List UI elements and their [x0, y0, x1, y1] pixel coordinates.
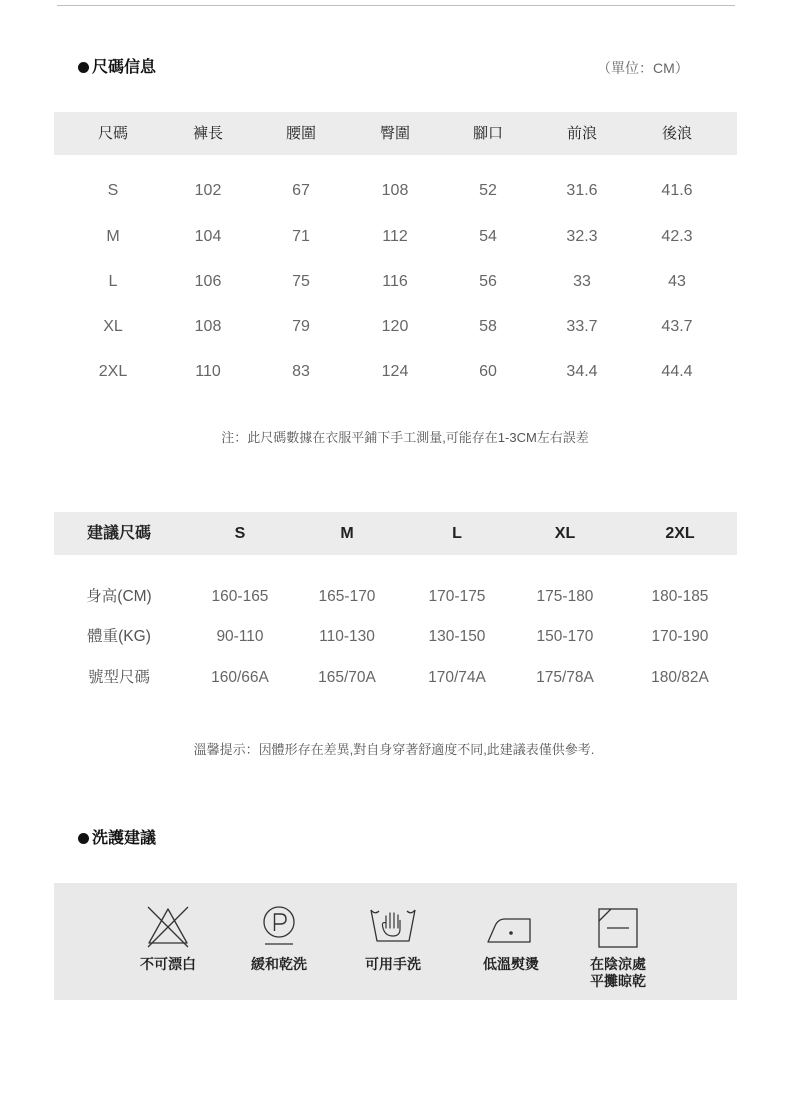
recommend-table-row — [54, 622, 737, 652]
size-table-cell: 34.4 — [566, 363, 598, 380]
care-item-low-temp-iron — [456, 883, 566, 1000]
size-table-cell: 41.6 — [661, 182, 693, 199]
recommend-table-header — [54, 512, 737, 555]
care-label: 緩和乾洗 — [251, 956, 307, 972]
size-table-row — [54, 312, 737, 342]
top-divider — [57, 5, 735, 6]
size-table-cell: 71 — [292, 228, 310, 245]
size-table-cell: 31.6 — [566, 182, 598, 199]
care-label-line2: 平攤晾乾 — [590, 973, 646, 989]
bullet-icon — [78, 833, 89, 844]
measurement-note: 注：此尺碼數據在衣服平鋪下手工測量,可能存在1-3CM左右誤差 — [221, 430, 589, 445]
recommend-table-cell: 130-150 — [428, 628, 486, 645]
care-item-gentle-dry-clean — [224, 883, 334, 1000]
recommend-table-header-cell: XL — [554, 525, 576, 542]
size-table-cell: 58 — [479, 318, 497, 335]
hand-wash-icon — [367, 903, 419, 947]
care-label: 不可漂白 — [140, 956, 196, 972]
size-table-cell: 120 — [381, 318, 409, 335]
recommend-table-cell: 165/70A — [318, 669, 376, 686]
care-label: 可用手洗 — [365, 956, 421, 972]
care-item-dry-flat-in-shade — [563, 883, 673, 1000]
recommend-table-cell: 180/82A — [651, 669, 709, 686]
size-table-cell: 108 — [194, 318, 222, 335]
recommend-row-label: 號型尺碼 — [87, 669, 150, 686]
recommend-table-row — [54, 663, 737, 693]
recommend-table-cell: 165-170 — [318, 588, 376, 605]
size-table-header — [54, 112, 737, 155]
care-item-no-bleach — [113, 883, 223, 1000]
size-table-cell: 33.7 — [566, 318, 598, 335]
size-table-row — [54, 357, 737, 387]
size-table-cell: S — [107, 182, 119, 199]
size-table-row — [54, 222, 737, 252]
size-table-row — [54, 267, 737, 297]
size-table-cell: M — [106, 228, 120, 245]
low-temp-iron-icon — [483, 908, 539, 948]
dry-flat-in-shade-icon — [596, 906, 640, 950]
size-table-cell: 104 — [194, 228, 222, 245]
recommend-table-cell: 175-180 — [536, 588, 594, 605]
recommend-table-cell: 170-175 — [428, 588, 486, 605]
size-table-cell: 44.4 — [661, 363, 693, 380]
recommend-row-label: 體重(KG) — [87, 628, 151, 645]
recommend-table-cell: 180-185 — [651, 588, 709, 605]
recommend-table-cell: 150-170 — [536, 628, 594, 645]
size-table-header-cell: 尺碼 — [97, 125, 128, 142]
bullet-icon — [78, 62, 89, 73]
care-panel — [54, 883, 737, 1000]
gentle-dry-clean-icon — [259, 905, 299, 949]
size-table-cell: XL — [103, 318, 123, 335]
recommend-table-header-cell: 2XL — [665, 525, 695, 542]
recommend-table-cell: 160-165 — [211, 588, 269, 605]
recommend-table-row — [54, 582, 737, 612]
size-table-cell: 83 — [292, 363, 310, 380]
size-table-header-cell: 腳口 — [472, 125, 503, 142]
size-table-cell: 112 — [382, 228, 408, 245]
care-label: 在陰涼處 — [590, 956, 646, 972]
size-table-header-cell: 褲長 — [192, 125, 223, 142]
size-table-cell: 116 — [382, 273, 408, 290]
size-table-cell: 67 — [292, 182, 310, 199]
recommend-table-cell: 90-110 — [216, 628, 264, 645]
care-item-hand-wash — [338, 883, 448, 1000]
recommend-note: 溫馨提示：因體形存在差異,對自身穿著舒適度不同,此建議表僅供參考. — [193, 742, 595, 757]
size-info-title-text: 尺碼信息 — [92, 59, 157, 76]
no-bleach-icon — [145, 904, 191, 950]
size-table-cell: 124 — [381, 363, 409, 380]
size-info-title — [78, 57, 156, 79]
recommend-table-cell: 175/78A — [536, 669, 594, 686]
care-label: 低溫熨燙 — [483, 956, 539, 972]
recommend-row-label: 身高(CM) — [86, 588, 152, 605]
size-table-header-cell: 後浪 — [661, 125, 692, 142]
size-table-cell: 54 — [479, 228, 497, 245]
recommend-table-cell: 110-130 — [319, 628, 375, 645]
recommend-table-header-cell: M — [340, 525, 354, 542]
size-table-cell: 33 — [573, 273, 591, 290]
size-table-cell: 110 — [195, 363, 221, 380]
recommend-table-cell: 160/66A — [211, 669, 269, 686]
unit-label: （單位：CM） — [597, 60, 689, 76]
size-table-cell: 75 — [292, 273, 310, 290]
recommend-table-header-cell: S — [234, 525, 246, 542]
care-title — [78, 828, 156, 850]
size-table-header-cell: 臀圍 — [379, 125, 410, 142]
size-table-cell: 102 — [194, 182, 222, 199]
size-table-header-cell: 前浪 — [566, 125, 597, 142]
size-table-cell: 42.3 — [661, 228, 693, 245]
size-table-cell: 52 — [479, 182, 497, 199]
recommend-table-cell: 170-190 — [651, 628, 709, 645]
size-table-cell: 2XL — [98, 363, 128, 380]
size-table-cell: 60 — [479, 363, 497, 380]
recommend-table-cell: 170/74A — [428, 669, 486, 686]
size-table-cell: 108 — [381, 182, 409, 199]
recommend-table-header-cell: 建議尺碼 — [86, 525, 151, 542]
size-table-header-cell: 腰圍 — [285, 125, 316, 142]
size-table-row — [54, 176, 737, 206]
care-title-text: 洗護建議 — [92, 830, 157, 847]
size-table-cell: 32.3 — [566, 228, 598, 245]
recommend-table-header-cell: L — [452, 525, 462, 542]
size-table-cell: L — [108, 273, 118, 290]
size-table-cell: 56 — [479, 273, 497, 290]
size-table-cell: 43.7 — [661, 318, 693, 335]
size-table-cell: 43 — [668, 273, 686, 290]
size-table-cell: 106 — [194, 273, 222, 290]
size-table-cell: 79 — [292, 318, 310, 335]
